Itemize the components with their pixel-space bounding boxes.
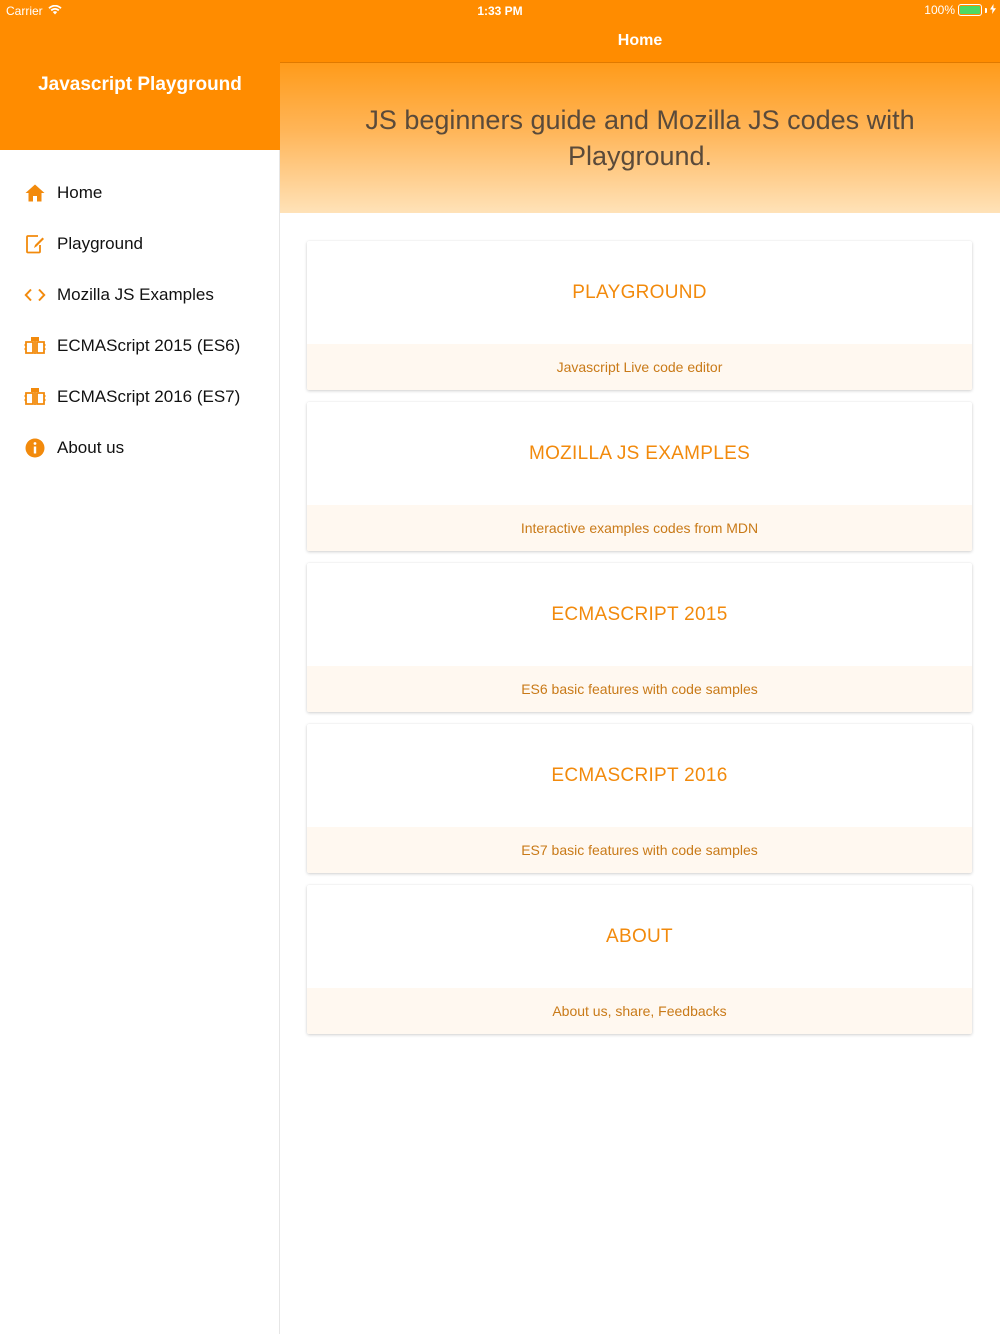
card-header	[307, 402, 972, 505]
sidebar-item-label: Playground	[57, 233, 144, 253]
sidebar-item-ecmascript-2016[interactable]	[0, 371, 279, 422]
card-title: MOZILLA JS EXAMPLES	[528, 442, 751, 464]
card-subtitle: Interactive examples codes from MDN	[520, 520, 759, 536]
sidebar-item-label: Mozilla JS Examples	[57, 284, 214, 304]
sidebar-item-label: About us	[57, 437, 125, 457]
sidebar-item-label: ECMAScript 2016 (ES7)	[57, 386, 241, 406]
card-mozilla-js-examples[interactable]	[307, 402, 972, 551]
card-subtitle: ES7 basic features with code samples	[521, 842, 758, 858]
card-about[interactable]	[307, 885, 972, 1034]
sidebar-item-label: ECMAScript 2015 (ES6)	[57, 335, 241, 355]
sidebar-item-mozilla-js-examples[interactable]	[0, 269, 279, 320]
status-carrier	[6, 4, 62, 18]
card-ecmascript-2016[interactable]	[307, 724, 972, 873]
carrier-label: Carrier	[6, 4, 43, 18]
hero-text: JS beginners guide and Mozilla JS codes with Playground.	[365, 105, 915, 171]
card-footer	[307, 827, 972, 873]
edit-icon	[24, 233, 46, 255]
sidebar-item-label: Home	[57, 182, 103, 202]
sidebar-item-playground[interactable]	[0, 218, 279, 269]
code-icon	[24, 284, 46, 306]
card-footer	[307, 505, 972, 551]
card-ecmascript-2015[interactable]	[307, 563, 972, 712]
card-subtitle: ES6 basic features with code samples	[521, 681, 758, 697]
card-title: ABOUT	[606, 925, 673, 947]
card-list	[280, 213, 1000, 1034]
book-icon	[24, 386, 46, 408]
card-title: ECMASCRIPT 2016	[551, 764, 728, 786]
charging-icon	[990, 3, 996, 17]
info-icon	[24, 437, 46, 459]
card-title: PLAYGROUND	[572, 281, 707, 303]
sidebar-item-about-us[interactable]	[0, 422, 279, 473]
card-header	[307, 563, 972, 666]
wifi-icon	[48, 4, 62, 18]
card-footer	[307, 344, 972, 390]
card-footer	[307, 666, 972, 712]
card-title: ECMASCRIPT 2015	[551, 603, 728, 625]
sidebar-nav	[0, 150, 279, 473]
card-footer	[307, 988, 972, 1034]
status-battery	[924, 3, 996, 17]
book-icon	[24, 335, 46, 357]
card-header	[307, 885, 972, 988]
battery-percent: 100%	[924, 3, 955, 17]
card-header	[307, 241, 972, 344]
card-subtitle: About us, share, Feedbacks	[552, 1003, 727, 1019]
status-bar	[0, 0, 1000, 20]
sidebar	[0, 0, 280, 1334]
sidebar-header	[0, 0, 280, 150]
home-icon	[24, 182, 46, 204]
card-playground[interactable]	[307, 241, 972, 390]
sidebar-item-home[interactable]	[0, 167, 279, 218]
sidebar-title: Javascript Playground	[38, 74, 242, 95]
hero-banner	[280, 63, 1000, 213]
battery-icon	[958, 4, 982, 16]
sidebar-item-ecmascript-2015[interactable]	[0, 320, 279, 371]
card-header	[307, 724, 972, 827]
battery-cap	[985, 8, 987, 13]
page-title: Home	[617, 32, 663, 49]
card-subtitle: Javascript Live code editor	[556, 359, 723, 375]
status-time: 1:33 PM	[477, 4, 523, 18]
main-content	[280, 0, 1000, 1334]
